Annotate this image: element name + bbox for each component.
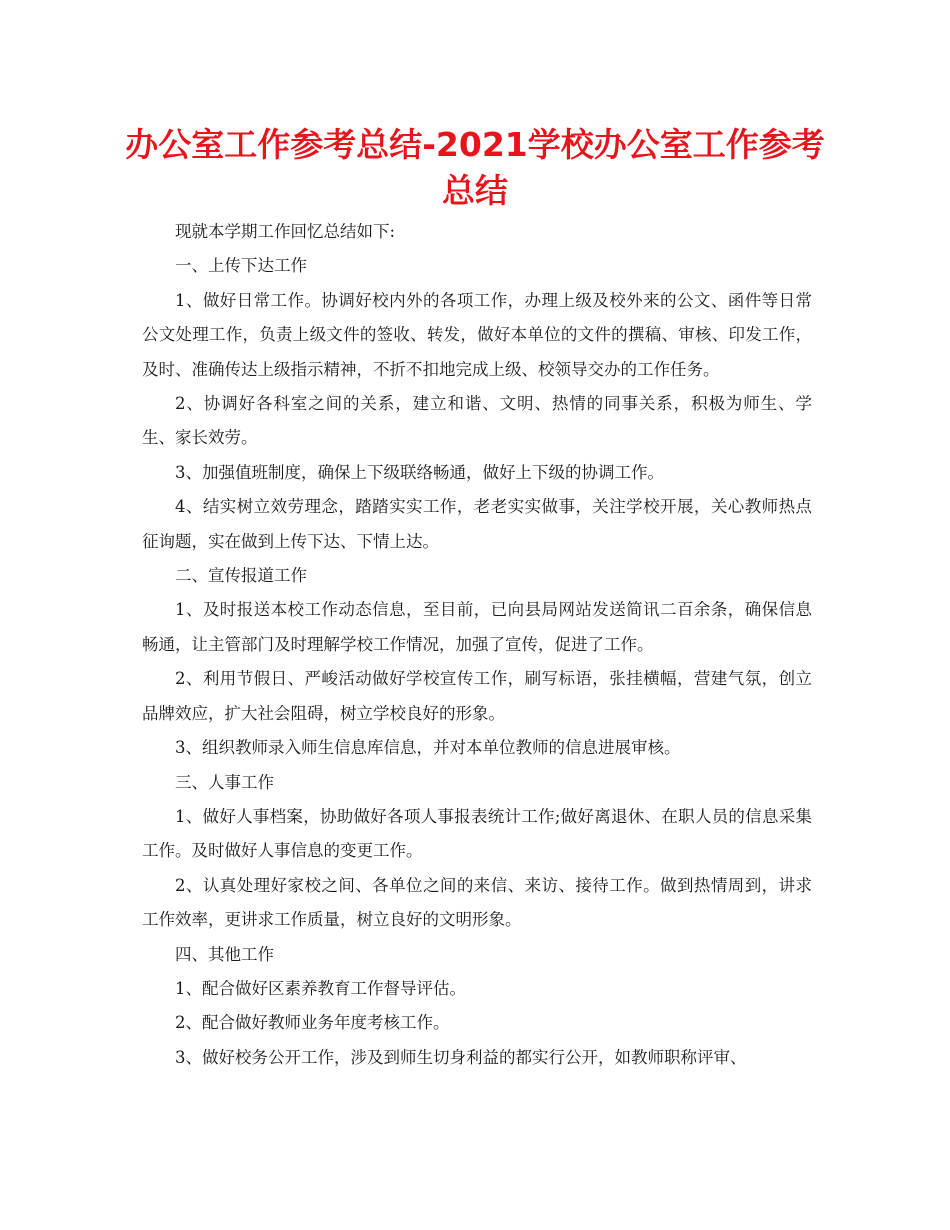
paragraph: 1、配合做好区素养教育工作督导评估。 — [175, 978, 466, 998]
section-heading: 四、其他工作 — [175, 944, 274, 964]
paragraph: 2、配合做好教师业务年度考核工作。 — [175, 1013, 450, 1033]
paragraph: 1、做好日常工作。协调好校内外的各项工作，办理上级及校外来的公文、函件等日常公文处理工作，负责上级文件的签收、转发，做好本单位的文件的撰稿、审核、印发工作，及时、准确传达上级指示精神，不折不扣地完成上级、校领导交办的工作任务。 — [142, 290, 812, 379]
paragraph: 3、加强值班制度，确保上下级联络畅通，做好上下级的协调工作。 — [175, 462, 664, 482]
paragraph: 2、利用节假日、严峻活动做好学校宣传工作，刷写标语，张挂横幅，营建气氛，创立品牌效应，扩大社会阻碍，树立学校良好的形象。 — [142, 669, 812, 723]
paragraph: 1、及时报送本校工作动态信息，至目前，已向县局网站发送简讯二百余条，确保信息畅通，让主管部门及时理解学校工作情况，加强了宣传，促进了工作。 — [142, 600, 812, 654]
document-title: 办公室工作参考总结-2021学校办公室工作参考总结 — [125, 125, 825, 210]
paragraph: 2、认真处理好家校之间、各单位之间的来信、来访、接待工作。做到热情周到，讲求工作效率，更讲求工作质量，树立良好的文明形象。 — [142, 875, 812, 930]
paragraph: 3、组织教师录入师生信息库信息，并对本单位教师的信息进展审核。 — [175, 738, 681, 758]
document-body — [142, 215, 812, 1075]
paragraph: 现就本学期工作回忆总结如下: — [175, 222, 396, 241]
paragraph: 1、做好人事档案，协助做好各项人事报表统计工作;做好离退休、在职人员的信息采集工作。及时做好人事信息的变更工作。 — [142, 806, 812, 861]
section-heading: 三、人事工作 — [175, 772, 274, 792]
paragraph: 4、结实树立效劳理念，踏踏实实工作，老老实实做事，关注学校开展，关心教师热点征询题，实在做到上传下达、下情上达。 — [142, 497, 812, 551]
paragraph: 3、做好校务公开工作，涉及到师生切身利益的都实行公开，如教师职称评审、 — [175, 1047, 747, 1067]
section-heading: 二、宣传报道工作 — [175, 566, 307, 586]
section-heading: 一、上传下达工作 — [175, 256, 307, 276]
paragraph: 2、协调好各科室之间的关系，建立和谐、文明、热情的同事关系，积极为师生、学生、家长效劳。 — [142, 394, 812, 448]
